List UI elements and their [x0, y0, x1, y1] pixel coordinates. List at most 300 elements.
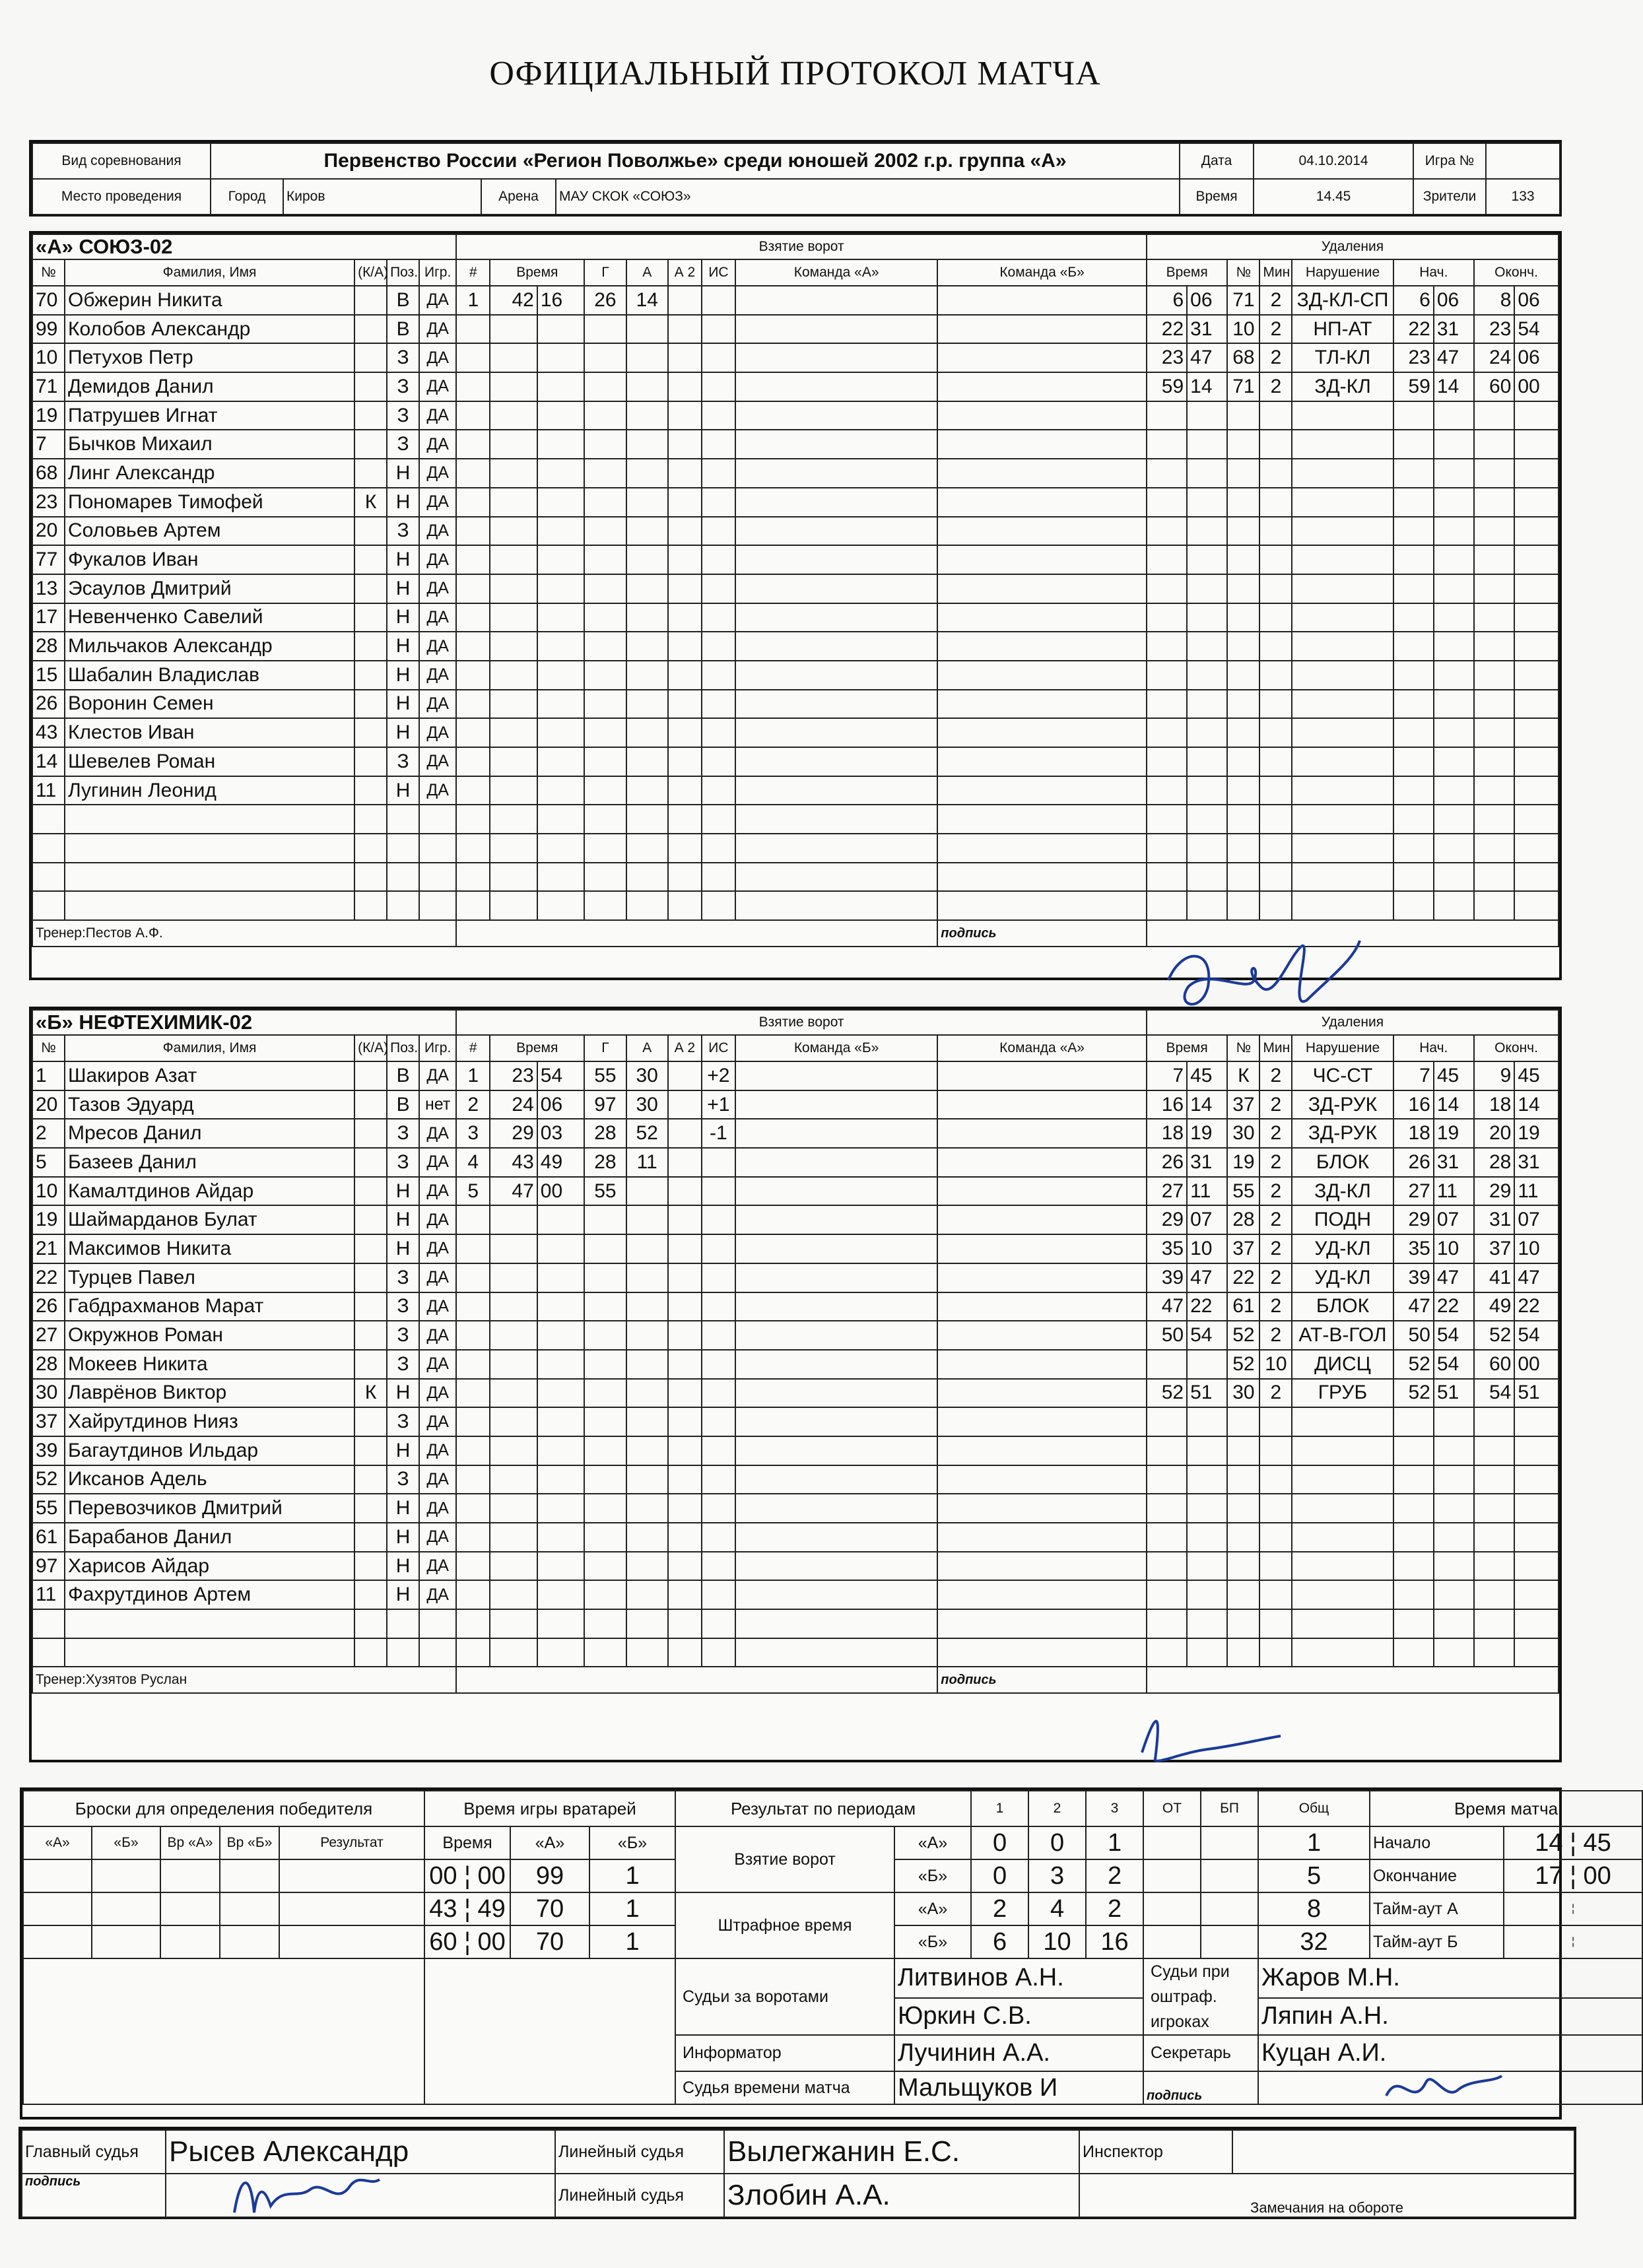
goal-assist [626, 1436, 668, 1465]
penalty-start-sec [1434, 863, 1474, 892]
player-captain [354, 517, 387, 546]
player-captain [354, 891, 387, 920]
penalty-end-min: 18 [1474, 1090, 1514, 1119]
penalty-violation [1292, 863, 1393, 892]
penalty-start-sec: 51 [1434, 1379, 1474, 1408]
left-team-onice [735, 603, 937, 632]
teamB-player-row [32, 1205, 1559, 1234]
chief-referee-signature [224, 2160, 383, 2226]
penalty-start-min: 22 [1393, 315, 1434, 344]
penalty-start-min [1393, 401, 1434, 430]
period-1-header: 1 [971, 1791, 1028, 1826]
penalty-second [1187, 1494, 1227, 1523]
pim-b-ot [1143, 1925, 1201, 1958]
teamA-col-pen-end: Оконч. [1474, 259, 1559, 286]
penalty-minute [1147, 401, 1187, 430]
penalty-violation [1292, 776, 1393, 805]
player-captain [354, 430, 387, 459]
goal-minute [490, 1350, 537, 1379]
goal-assist-2 [668, 488, 702, 517]
penalty-start-sec: 14 [1434, 1090, 1474, 1119]
penalty-end-min: 37 [1474, 1234, 1514, 1263]
player-name: Камалтдинов Айдар [65, 1177, 354, 1206]
goal-plus-minus [702, 863, 735, 892]
teamB-col-name: Фамилия, Имя [65, 1035, 354, 1061]
right-team-onice [937, 1379, 1147, 1408]
period-3-header: 3 [1086, 1791, 1143, 1826]
left-team-onice [735, 430, 937, 459]
penalty-end-min [1474, 834, 1514, 863]
player-played: ДА [419, 1148, 456, 1177]
match-header [29, 140, 1562, 217]
goal-number [456, 1407, 490, 1436]
player-captain [354, 1061, 387, 1090]
player-number [32, 805, 65, 834]
left-team-onice [735, 1523, 937, 1552]
penalty-end-sec: 51 [1514, 1379, 1559, 1408]
game-no-value [1486, 143, 1560, 179]
penalty-minutes [1259, 401, 1292, 430]
goal-assist [626, 1379, 668, 1408]
penalty-end-min [1474, 517, 1514, 546]
player-position: З [387, 747, 419, 776]
competition-label: Вид соревнования [32, 143, 211, 179]
goal-second [537, 690, 584, 719]
penalty-minute: 6 [1147, 286, 1187, 315]
left-team-onice [735, 661, 937, 690]
penalty-minute [1147, 603, 1187, 632]
penalty-violation: ДИСЦ [1292, 1350, 1393, 1379]
goalie-col-b: «Б» [589, 1826, 675, 1859]
goal-number: 1 [456, 286, 490, 315]
teamA-player-row [32, 834, 1559, 863]
goal-assist-2 [668, 863, 702, 892]
player-played: ДА [419, 1263, 456, 1292]
penalty-start-sec [1434, 891, 1474, 920]
teamA-player-row [32, 632, 1559, 661]
player-number: 77 [32, 545, 65, 574]
penalty-end-min [1474, 863, 1514, 892]
penalty-player [1227, 747, 1259, 776]
penalty-minute [1147, 718, 1187, 747]
penalty-second: 14 [1187, 1090, 1227, 1119]
penalty-start-min [1393, 891, 1434, 920]
goal-assist-2 [668, 401, 702, 430]
player-captain [354, 545, 387, 574]
teamA-player-row [32, 343, 1559, 372]
timekeeper-label: Судья времени матча [675, 2071, 894, 2104]
goal-scorer: 55 [584, 1177, 626, 1206]
goal-assist [626, 1234, 668, 1263]
goal-assist-2 [668, 776, 702, 805]
player-number [32, 863, 65, 892]
teamA-title: «А» СОЮЗ-02 [32, 234, 456, 259]
penalty-end-min: 31 [1474, 1205, 1514, 1234]
penalty-minutes: 2 [1259, 315, 1292, 344]
penalty-minutes [1259, 632, 1292, 661]
player-name: Харисов Айдар [65, 1552, 354, 1581]
teamA-player-row [32, 805, 1559, 834]
goal-number [456, 459, 490, 488]
player-played [419, 863, 456, 892]
player-played [419, 891, 456, 920]
penalty-second [1187, 1580, 1227, 1609]
penalty-start-min: 52 [1393, 1350, 1434, 1379]
player-position: Н [387, 574, 419, 603]
player-number: 17 [32, 603, 65, 632]
penalty-start-min: 29 [1393, 1205, 1434, 1234]
penalty-end-min [1474, 1407, 1514, 1436]
player-position: Н [387, 718, 419, 747]
player-name: Шабалин Владислав [65, 661, 354, 690]
spectators-value: 133 [1486, 179, 1560, 215]
goal-assist-2 [668, 1061, 702, 1090]
goal-plus-minus [702, 343, 735, 372]
goal-second: 54 [537, 1061, 584, 1090]
goal-assist-2 [668, 1350, 702, 1379]
penalty-violation [1292, 401, 1393, 430]
player-position: З [387, 1292, 419, 1321]
penalty-end-min [1474, 1638, 1514, 1667]
player-name [65, 1638, 354, 1667]
goal-assist-2 [668, 574, 702, 603]
player-position: Н [387, 1379, 419, 1408]
goal-scorer [584, 805, 626, 834]
teamA-player-row [32, 372, 1559, 401]
player-captain [354, 1119, 387, 1148]
player-captain [354, 776, 387, 805]
penalty-start-min [1393, 1407, 1434, 1436]
right-team-onice [937, 1205, 1147, 1234]
player-position: Н [387, 1436, 419, 1465]
goal-assist-2 [668, 603, 702, 632]
left-team-onice [735, 1379, 937, 1408]
goal-assist [626, 632, 668, 661]
goal-scorer: 55 [584, 1061, 626, 1090]
penalty-end-sec: 07 [1514, 1205, 1559, 1234]
goal-minute [490, 805, 537, 834]
player-captain [354, 343, 387, 372]
player-played: ДА [419, 315, 456, 344]
goal-minute [490, 430, 537, 459]
player-captain [354, 1177, 387, 1206]
penalty-end-min: 52 [1474, 1321, 1514, 1350]
penalty-violation: ГРУБ [1292, 1379, 1393, 1408]
penalty-end-sec [1514, 517, 1559, 546]
player-number [32, 891, 65, 920]
right-team-onice [937, 574, 1147, 603]
penalty-violation [1292, 834, 1393, 863]
player-name: Обжерин Никита [65, 286, 354, 315]
penalty-start-sec [1434, 805, 1474, 834]
linesman-1-label: Линейный судья [555, 2130, 724, 2174]
left-team-onice [735, 891, 937, 920]
goal-assist [626, 1263, 668, 1292]
goal-minute [490, 459, 537, 488]
goal-scorer: 26 [584, 286, 626, 315]
shootout-col-a: «А» [23, 1826, 92, 1859]
goals-b-p3: 2 [1086, 1859, 1143, 1892]
goal-second [537, 488, 584, 517]
penalty-minute [1147, 690, 1187, 719]
teamB-col-goal-num: # [456, 1035, 490, 1061]
player-name: Мильчаков Александр [65, 632, 354, 661]
player-position [387, 1638, 419, 1667]
left-team-onice [735, 372, 937, 401]
penalty-violation: ЗД-РУК [1292, 1090, 1393, 1119]
teamA-player-row [32, 517, 1559, 546]
penalty-second: 07 [1187, 1205, 1227, 1234]
teamA-col-goal-is: ИС [702, 259, 735, 286]
penalty-second: 31 [1187, 315, 1227, 344]
player-played [419, 1609, 456, 1638]
penalty-minute: 27 [1147, 1177, 1187, 1206]
penalty-end-sec [1514, 863, 1559, 892]
player-name: Лугинин Леонид [65, 776, 354, 805]
penalty-violation [1292, 459, 1393, 488]
right-team-onice [937, 1494, 1147, 1523]
left-team-onice [735, 1465, 937, 1494]
penalty-minute: 18 [1147, 1119, 1187, 1148]
teamB-player-row [32, 1494, 1559, 1523]
player-captain [354, 1494, 387, 1523]
penalty-end-sec [1514, 574, 1559, 603]
teamA-player-row [32, 488, 1559, 517]
goal-second [537, 1350, 584, 1379]
right-team-onice [937, 343, 1147, 372]
time-label: Время [1180, 179, 1254, 215]
penalty-player [1227, 805, 1259, 834]
goal-plus-minus [702, 661, 735, 690]
player-played: ДА [419, 1494, 456, 1523]
penalty-player [1227, 776, 1259, 805]
penalty-end-min [1474, 891, 1514, 920]
penalty-player: 30 [1227, 1119, 1259, 1148]
goal-scorer: 97 [584, 1090, 626, 1119]
right-team-onice [937, 1292, 1147, 1321]
teamA-player-row [32, 891, 1559, 920]
goal-minute [490, 1552, 537, 1581]
teamA-col-goal-a2: А 2 [668, 259, 702, 286]
goal-minute [490, 632, 537, 661]
penalty-minutes: 2 [1259, 1379, 1292, 1408]
pim-b-so [1201, 1925, 1258, 1958]
penalty-start-min: 47 [1393, 1292, 1434, 1321]
penalty-second: 47 [1187, 343, 1227, 372]
penalty-minute [1147, 574, 1187, 603]
penalty-minutes [1259, 863, 1292, 892]
penalty-violation [1292, 747, 1393, 776]
penalty-minute: 47 [1147, 1292, 1187, 1321]
goal-minute [490, 343, 537, 372]
goal-number [456, 343, 490, 372]
teamB-goals-title: Взятие ворот [456, 1010, 1147, 1035]
player-name: Шевелев Роман [65, 747, 354, 776]
right-team-onice [937, 517, 1147, 546]
date-value: 04.10.2014 [1254, 143, 1413, 179]
penalty-violation: БЛОК [1292, 1292, 1393, 1321]
penalty-minutes [1259, 1580, 1292, 1609]
pim-a-p3: 2 [1086, 1892, 1143, 1925]
period-2-header: 2 [1028, 1791, 1086, 1826]
penalty-start-sec [1434, 1523, 1474, 1552]
goal-second [537, 315, 584, 344]
goal-assist [626, 1177, 668, 1206]
penalty-player [1227, 488, 1259, 517]
goal-assist: 30 [626, 1090, 668, 1119]
penalty-player: 28 [1227, 1205, 1259, 1234]
goal-minute [490, 718, 537, 747]
penalty-second [1187, 1638, 1227, 1667]
penalty-start-min: 16 [1393, 1090, 1434, 1119]
player-position: З [387, 430, 419, 459]
penalty-start-min: 6 [1393, 286, 1434, 315]
goal-number [456, 834, 490, 863]
city-label: Город [211, 179, 283, 215]
penalty-player [1227, 1523, 1259, 1552]
player-number: 21 [32, 1234, 65, 1263]
secretary-signature [1373, 2056, 1505, 2116]
goal-plus-minus [702, 632, 735, 661]
pim-a-so [1201, 1892, 1258, 1925]
right-team-onice [937, 286, 1147, 315]
left-team-onice [735, 1321, 937, 1350]
right-team-onice [937, 1177, 1147, 1206]
player-position: Н [387, 603, 419, 632]
penalty-start-sec [1434, 459, 1474, 488]
goal-scorer [584, 430, 626, 459]
goal-number [456, 1552, 490, 1581]
penalty-end-sec [1514, 459, 1559, 488]
goal-number [456, 1263, 490, 1292]
left-team-onice [735, 517, 937, 546]
goal-assist-2 [668, 1465, 702, 1494]
penalty-minutes [1259, 1638, 1292, 1667]
goal-second [537, 661, 584, 690]
penalty-end-sec [1514, 747, 1559, 776]
penalty-violation [1292, 1465, 1393, 1494]
goal-scorer [584, 1552, 626, 1581]
penalty-violation [1292, 1580, 1393, 1609]
goal-assist [626, 1523, 668, 1552]
goal-assist-2 [668, 1148, 702, 1177]
penalty-player: К [1227, 1061, 1259, 1090]
goal-plus-minus [702, 1205, 735, 1234]
player-number: 71 [32, 372, 65, 401]
teamB-player-row [32, 1292, 1559, 1321]
left-team-onice [735, 1234, 937, 1263]
penalty-start-sec: 14 [1434, 372, 1474, 401]
penalty-second [1187, 1350, 1227, 1379]
penalty-violation [1292, 545, 1393, 574]
penalty-start-min [1393, 517, 1434, 546]
left-team-onice [735, 1580, 937, 1609]
penalty-minutes: 2 [1259, 1321, 1292, 1350]
goal-assist [626, 603, 668, 632]
player-number: 39 [32, 1436, 65, 1465]
goal-minute [490, 545, 537, 574]
player-name: Турцев Павел [65, 1263, 354, 1292]
player-name: Барабанов Данил [65, 1523, 354, 1552]
goals-a-so [1201, 1826, 1258, 1859]
player-number [32, 834, 65, 863]
penalty-start-sec: 10 [1434, 1234, 1474, 1263]
goal-assist-2 [668, 1263, 702, 1292]
teamA-player-row [32, 863, 1559, 892]
penalty-start-sec [1434, 690, 1474, 719]
goal-minute: 42 [490, 286, 537, 315]
goal-scorer [584, 776, 626, 805]
penalty-start-sec [1434, 1465, 1474, 1494]
player-position: З [387, 343, 419, 372]
penalty-second [1187, 574, 1227, 603]
goal-scorer [584, 372, 626, 401]
teamA-col-goal-time: Время [490, 259, 584, 286]
teamB-player-row [32, 1263, 1559, 1292]
goal-plus-minus [702, 459, 735, 488]
player-name: Мресов Данил [65, 1119, 354, 1148]
goal-assist [626, 1205, 668, 1234]
player-played: ДА [419, 517, 456, 546]
penalty-minute [1147, 632, 1187, 661]
goal-scorer [584, 574, 626, 603]
penalty-violation [1292, 430, 1393, 459]
player-played: ДА [419, 690, 456, 719]
goal-assist-2 [668, 1638, 702, 1667]
penalty-start-min: 52 [1393, 1379, 1434, 1408]
player-captain [354, 1350, 387, 1379]
penalty-second: 45 [1187, 1061, 1227, 1090]
player-number: 61 [32, 1523, 65, 1552]
goal-number [456, 1494, 490, 1523]
penalty-minutes [1259, 574, 1292, 603]
penalty-end-min: 54 [1474, 1379, 1514, 1408]
penalty-second [1187, 488, 1227, 517]
penalty-second [1187, 661, 1227, 690]
penalty-violation [1292, 1638, 1393, 1667]
teamB-player-row [32, 1350, 1559, 1379]
penalty-start-sec [1434, 517, 1474, 546]
penalty-start-sec [1434, 488, 1474, 517]
teamA-player-row [32, 545, 1559, 574]
player-played [419, 834, 456, 863]
penalty-minute [1147, 891, 1187, 920]
goal-second [537, 1234, 584, 1263]
penalty-player: 61 [1227, 1292, 1259, 1321]
penalty-start-min [1393, 574, 1434, 603]
penalty-start-sec: 54 [1434, 1321, 1474, 1350]
player-captain [354, 863, 387, 892]
timeout-a-value: ¦ [1504, 1892, 1642, 1925]
penalty-end-sec [1514, 776, 1559, 805]
right-team-onice [937, 1321, 1147, 1350]
penalty-minutes [1259, 776, 1292, 805]
goal-assist [626, 805, 668, 834]
penalty-second [1187, 747, 1227, 776]
goal-plus-minus [702, 286, 735, 315]
player-position: З [387, 1119, 419, 1148]
goal-second [537, 863, 584, 892]
penalty-end-min [1474, 1609, 1514, 1638]
pim-b-total: 32 [1258, 1925, 1370, 1958]
teamB-col-goal-time: Время [490, 1035, 584, 1061]
penalty-violation [1292, 891, 1393, 920]
goal-assist-2 [668, 1119, 702, 1148]
goal-scorer [584, 488, 626, 517]
goals-a-total: 1 [1258, 1826, 1370, 1859]
player-name [65, 891, 354, 920]
penalty-start-min [1393, 488, 1434, 517]
